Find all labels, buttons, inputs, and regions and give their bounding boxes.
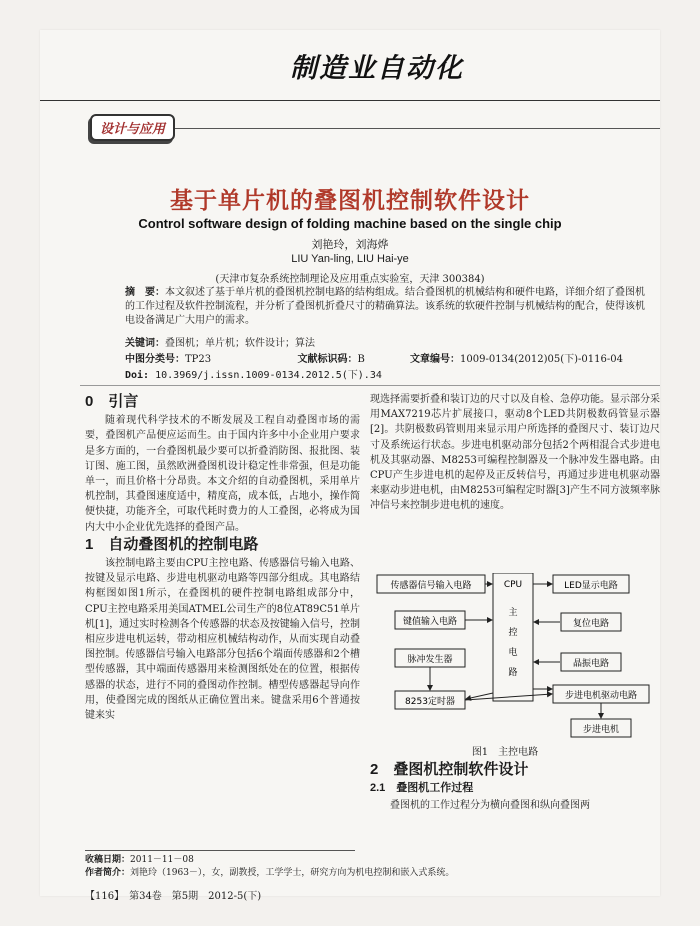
svg-text:主: 主 [508, 608, 518, 618]
abstract-label: 摘 要： [125, 287, 165, 298]
authors-en: LIU Yan-ling, LIU Hai-ye [291, 253, 409, 265]
article-title-cn: 基于单片机的叠图机控制软件设计 [170, 187, 530, 214]
section-2-1-paragraph: 叠图机的工作过程分为横向叠图和纵向叠图两 [390, 800, 590, 812]
article-title-en: Control software design of folding machine based on the single chip [138, 216, 562, 231]
left-column [85, 392, 360, 725]
doi [125, 366, 382, 381]
doi-value: 10.3969/j.issn.1009-0134.2012.5(下).34 [155, 370, 382, 381]
svg-text:路: 路 [508, 668, 518, 678]
classification-info [125, 350, 365, 365]
author-bio: 作者简介：刘艳玲（1963－），女，副教授，工学学士，研究方向为机电控制和嵌入式系统。 [85, 868, 455, 878]
authors-cn: 刘艳玲，刘海烨 [311, 238, 389, 251]
section-rule [130, 128, 660, 129]
received-date: 收稿日期：2011－11－08 [85, 855, 194, 865]
figure-1-caption: 图1 主控电路 [471, 747, 539, 758]
affiliation: (天津市复杂系统控制理论及应用重点实验室，天津 300384) [215, 274, 485, 285]
section-tag: 设计与应用 [90, 114, 175, 141]
keywords-label: 关键词： [125, 338, 165, 349]
doi-label: Doi: [125, 370, 150, 381]
section-2-title: 2 叠图机控制软件设计 [370, 761, 529, 778]
block-8253-timer: 8253定时器 [405, 697, 455, 707]
abstract [125, 286, 645, 328]
class-value: TP23 [185, 354, 212, 365]
block-pulse-generator: 脉冲发生器 [407, 655, 453, 665]
page-footer: 【116】 第34卷 第5期 2012-5(下) [85, 891, 262, 902]
section-0-paragraph: 随着现代科学技术的不断发展及工程自动叠图市场的需要，叠图机产品便应运而生。由于国内许多中小企业用户要求是多方面的，一台叠图机最少要可以折叠消防图、报批图、装订图、施工图，虽然欧洲叠图机设计稳定性非常强，但是功能单一，而且价格十分昂贵。本文介绍的自动叠图机，采用单片机控制，其叠图速度适中，精度高，成本低，占地小，操作简便快捷，功能齐全，可取代耗时费力的人工叠图，必将成为国内大中小企业优先选择的叠图产品。 [85, 415, 360, 533]
keywords [125, 334, 315, 349]
doc-value: B [357, 354, 365, 365]
article-no-label: 文章编号： [410, 354, 460, 365]
block-cpu: CPU [503, 580, 523, 590]
block-crystal: 晶振电路 [572, 659, 610, 669]
svg-text:电: 电 [508, 648, 518, 658]
footnote-rule [85, 850, 355, 851]
page [40, 30, 660, 902]
section-2-1-title: 2.1 叠图机工作过程 [370, 782, 474, 795]
right-column [370, 392, 660, 516]
keywords-text: 叠图机；单片机；软件设计；算法 [165, 338, 315, 349]
doc-label: 文献标识码： [297, 354, 358, 365]
block-stepper-drive: 步进电机驱动电路 [564, 691, 638, 701]
block-sensor-input: 传感器信号输入电路 [390, 581, 472, 591]
block-key-input: 键值输入电路 [402, 617, 458, 627]
abstract-text: 本文叙述了基于单片机的叠图机控制电路的结构组成。结合叠图机的机械结构和硬件电路，详细介绍了叠图机的工作过程及软件控制流程，并分析了叠图机折叠尺寸的精确算法。该系统的软硬件控制与机械结构的配合，使得该机电设备满足广大用户的需求。 [125, 287, 645, 326]
journal-header [40, 30, 660, 101]
article-no-value: 1009-0134(2012)05(下)-0116-04 [460, 354, 623, 365]
section-0-title: 0 引言 [85, 393, 139, 410]
journal-title: 制造业自动化 [290, 53, 464, 84]
figure-1-diagram [375, 573, 655, 743]
section-1-paragraph: 该控制电路主要由CPU主控电路、传感器信号输入电路、按键及显示电路、步进电机驱动电路等四部分组成。其电路结构框图如图1所示，在叠图机的硬件控制电路组成部分中，CPU主控电路采用美国ATMEL公司生产的8位AT89C51单片机[1]，通过实时检测各个传感器的状态及按键输入信号，控制相应步进电机运转，带动相应机械结构动作，从而实现自动叠图控制。传感器信号输入电路部分包括6个端面传感器和2个槽型传感器，其中端面传感器用来检测图纸处在的位置，根据传感器的状态，进行不同的叠图动作控制。槽型传感器起导向作用，使叠图完成的图纸从正确位置出来。键盘采用6个普通按键来实 [85, 558, 360, 722]
header-divider [80, 385, 660, 386]
block-stepper-motor: 步进电机 [582, 725, 620, 735]
right-column-lower [370, 760, 660, 816]
block-led-display: LED显示电路 [564, 581, 618, 591]
right-paragraph: 现选择需要折叠和装订边的尺寸以及自检、急停功能。显示部分采用MAX7219芯片扩展接口，驱动8个LED共阴极数码管显示器[2]。共阴极数码管则用来显示用户所选择的叠图尺寸、装订边尺寸及系统运行状态。步进电机驱动部分包括2个两相混合式步进电机及其驱动器、M8253可编程控制器及一个脉冲发生器电路。由CPU产生步进电机的起停及正反转信号，再通过步进电机驱动器来驱动步进电机，由M8253可编程定时器[3]产生不同方波频率脉冲信号来控制步进电机的速度。 [370, 394, 660, 512]
block-reset: 复位电路 [572, 619, 610, 629]
figure-1 [375, 573, 665, 758]
footnote [85, 854, 454, 880]
svg-text:控: 控 [508, 628, 518, 638]
section-1-title: 1 自动叠图机的控制电路 [85, 535, 259, 553]
class-label: 中图分类号： [125, 354, 185, 365]
article-number-info [410, 350, 623, 365]
